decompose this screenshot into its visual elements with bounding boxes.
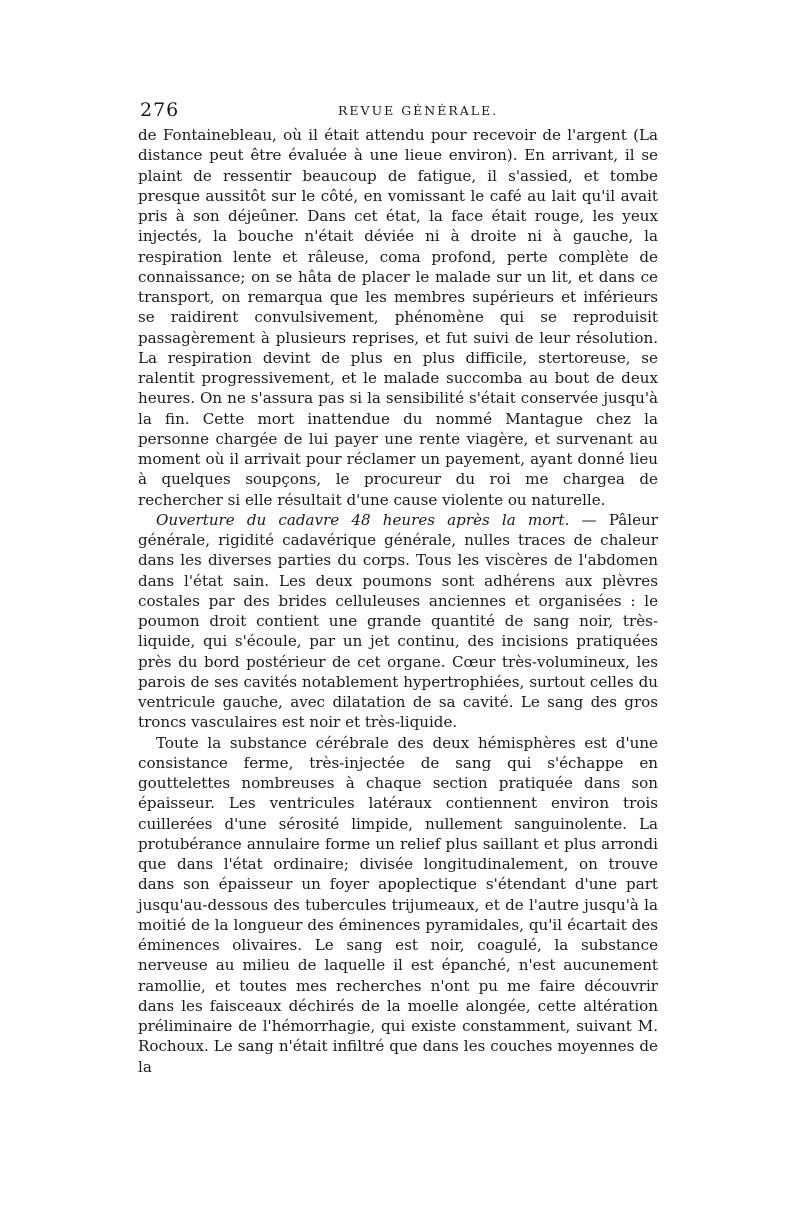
paragraph-case-history bbox=[138, 125, 658, 510]
paragraph-autopsy bbox=[138, 510, 658, 733]
running-head bbox=[138, 95, 658, 125]
paragraph-text: — Pâleur générale, rigidité cadavérique générale, nulles traces de chaleur dans les diverses parties du corps. Tous les viscères de l'abdomen dans l'état sain. Les deux poumons sont adhérens aux plèvres costales par des brides celluleuses anciennes et organisées : le poumon droit contient une grande quantité de sang noir, très-liquide, qui s'écoule, par un jet continu, des incisions pratiquées près du bord postérieur de cet organe. Cœur très-volumineux, les parois de ses cavités notablement hypertrophiées, surtout celles du ventricule gauche, avec dilatation de sa cavité. Le sang des gros troncs vasculaires est noir et très-liquide. bbox=[138, 510, 658, 732]
page-number: 276 bbox=[140, 99, 180, 121]
book-page bbox=[138, 95, 658, 1077]
paragraph-text: Toute la substance cérébrale des deux hémisphères est d'une consistance ferme, très-injectée de sang qui s'échappe en gouttelettes nombreuses à chaque section pratiquée dans son épaisseur. Les ventricules latéraux contiennent environ trois cuillerées d'une sérosité limpide, nullement sanguinolente. La protubérance annulaire forme un relief plus saillant et plus arrondi que dans l'état ordinaire; divisée longitudinalement, on trouve dans son épaisseur un foyer apoplectique s'étendant d'une part jusqu'au-dessous des tubercules trijumeaux, et de l'autre jusqu'à la moitié de la longueur des éminences pyramidales, qu'il écartait des éminences olivaires. Le sang est noir, coagulé, la substance nerveuse au milieu de laquelle il est épanché, n'est aucunement ramollie, et toutes mes recherches n'ont pu me faire découvrir dans les faisceaux déchirés de la moelle alongée, cette altération préliminaire de l'hémorrhagie, qui existe constamment, suivant M. Rochoux. Le sang n'était infiltré que dans les couches moyennes de la bbox=[138, 733, 658, 1076]
running-title: REVUE GÉNÉRALE. bbox=[338, 103, 499, 118]
paragraph-text: de Fontainebleau, où il était attendu pour recevoir de l'argent (La distance peut être évaluée à une lieue environ). En arrivant, il se plaint de ressentir beaucoup de fatigue, il s'assied, et tombe presque aussitôt sur le côté, en vomissant le café au lait qu'il avait pris à son déjeûner. Dans cet état, la face était rouge, les yeux injectés, la bouche n'était déviée ni à droite ni à gauche, la respiration lente et râleuse, coma profond, perte complète de connaissance; on se hâta de placer le malade sur un lit, et dans ce transport, on remarqua que les membres supérieurs et inférieurs se raidirent convulsivement, phénomène qui se reproduisit passagèrement à plusieurs reprises, et fut suivi de leur résolution. La respiration devint de plus en plus difficile, stertoreuse, se ralentit progressivement, et le malade succomba au bout de deux heures. On ne s'assura pas si la sensibilité s'était conservée jusqu'à la fin. Cette mort inattendue du nommé Mantague chez la personne chargée de lui payer une rente viagère, et survenant au moment où il arrivait pour réclamer un payement, ayant donné lieu à quelques soupçons, le procureur du roi me chargea de rechercher si elle résultait d'une cause violente ou naturelle. bbox=[138, 126, 658, 509]
section-lead-in: Ouverture du cadavre 48 heures après la mort. bbox=[156, 510, 570, 529]
paragraph-brain-findings bbox=[138, 733, 658, 1077]
body-text bbox=[138, 125, 658, 1077]
